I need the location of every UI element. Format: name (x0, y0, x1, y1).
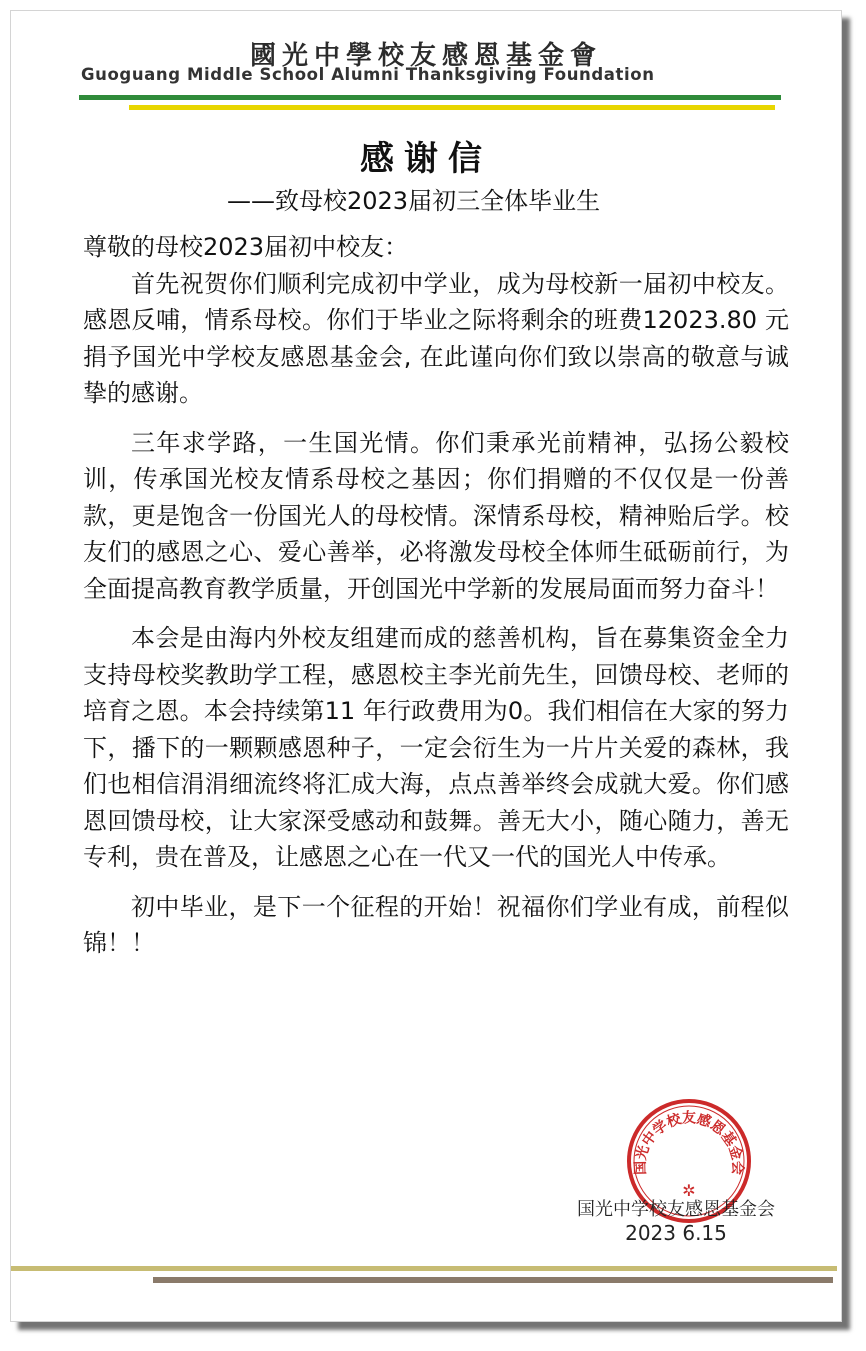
svg-text:✲: ✲ (682, 1181, 696, 1200)
footer-divider-light (11, 1266, 837, 1271)
signature-org: 国光中学校友感恩基金会 (577, 1199, 775, 1220)
letter-greeting: 尊敬的母校2023届初中校友： (83, 233, 409, 261)
svg-text:国光中学校友感恩基金会 (632, 1110, 746, 1175)
header-divider-yellow (129, 105, 775, 110)
paragraph-closing: 初中毕业，是下一个征程的开始！祝福你们学业有成，前程似锦！！ (83, 892, 789, 957)
letter-page (10, 10, 842, 1322)
header-divider-green (79, 95, 781, 100)
signature-date: 2023 6.15 (625, 1221, 727, 1245)
paragraph-spirit: 三年求学路，一生国光情。你们秉承光前精神，弘扬公毅校训，传承国光校友情系母校之基因；你们捐赠的不仅仅是一份善款，更是饱含一份国光人的母校情。深情系母校，精神贻后学。校友们的感恩之心、爱心善举，必将激发母校全体师生砥砺前行，为全面提高教育教学质量，开创国光中学新的发展局面而努力奋斗！ (83, 428, 789, 603)
letter-body (83, 229, 789, 962)
letter-title: 感谢信 (360, 139, 492, 179)
org-name-english: Guoguang Middle School Alumni Thanksgiving Foundation (81, 65, 655, 84)
letter-subtitle: ——致母校2023届初三全体毕业生 (227, 187, 601, 215)
seal-text: 国光中学校友感恩基金会 (632, 1110, 746, 1176)
paragraph-congratulations: 首先祝贺你们顺利完成初中学业，成为母校新一届初中校友。感恩反哺，情系母校。你们于毕业之际将剩余的班费12023.80 元捐予国光中学校友感恩基金会, 在此谨向你们致以崇高的敬意与诚挚的感谢。 (83, 269, 789, 407)
paragraph-foundation: 本会是由海内外校友组建而成的慈善机构，旨在募集资金全力支持母校奖教助学工程，感恩校主李光前先生，回馈母校、老师的培育之恩。本会持续第11 年行政费用为0。我们相信在大家的努力下，播下的一颗颗感恩种子，一定会衍生为一片片关爱的森林，我们也相信涓涓细流终将汇成大海，点点善举终会成就大爱。你们感恩回馈母校，让大家深受感动和鼓舞。善无大小，随心随力，善无专利，贵在普及，让感恩之心在一代又一代的国光人中传承。 (83, 624, 789, 871)
footer-divider-dark (153, 1277, 833, 1283)
org-name-traditional: 國光中學校友感恩基金會 (249, 41, 602, 71)
